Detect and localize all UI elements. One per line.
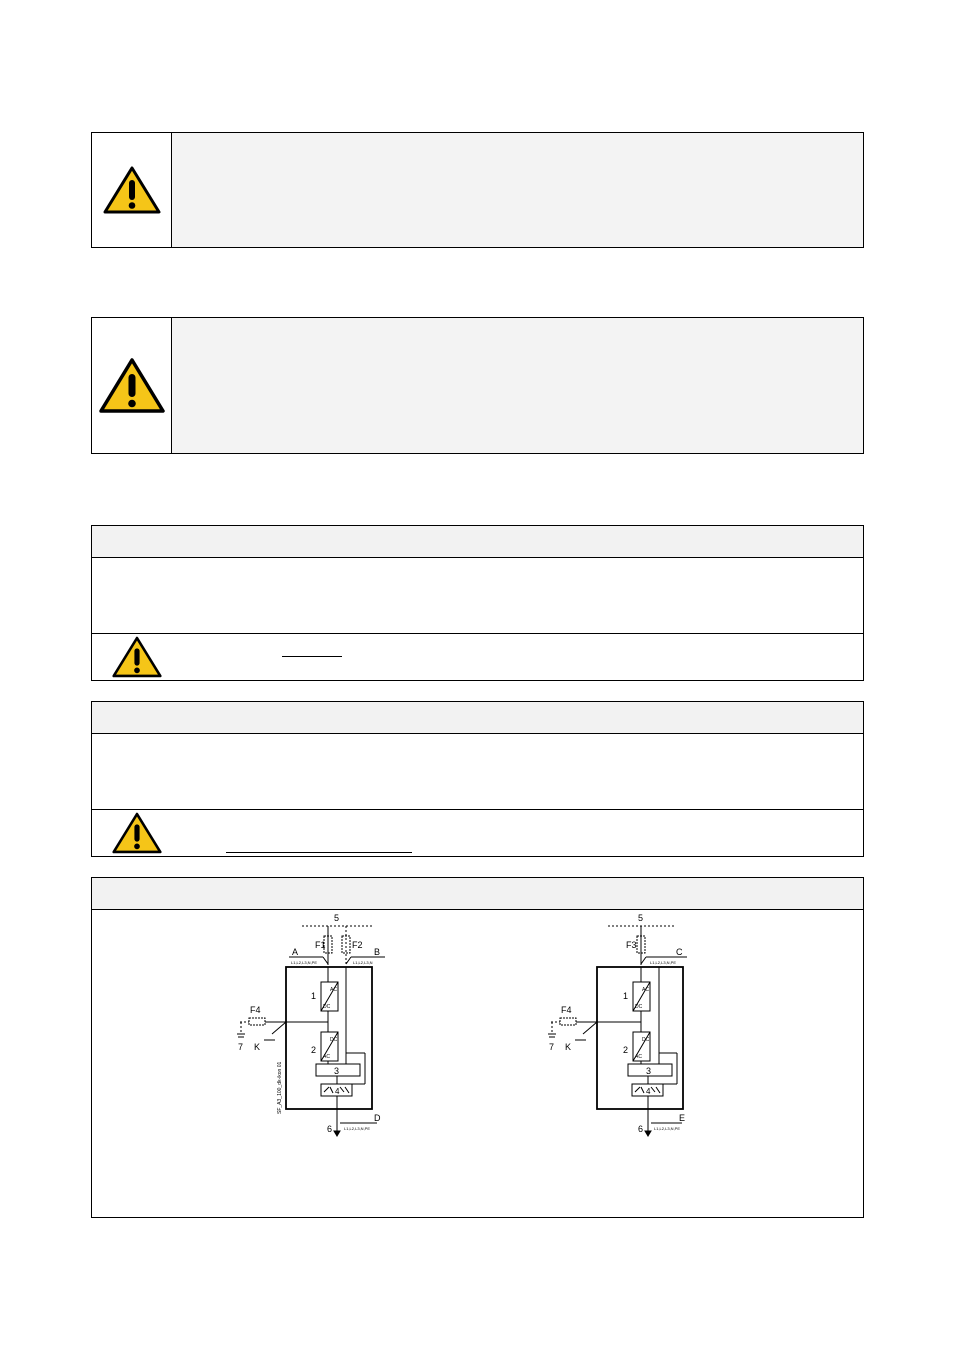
label-output-d: D (374, 1113, 381, 1123)
label-ac: AC (635, 1054, 642, 1060)
label-input-b: B (374, 947, 381, 957)
warning-triangle-icon (103, 165, 161, 215)
figure-code: SF_A3_100_dk-ikon 01 (277, 1061, 283, 1114)
section-header (92, 702, 863, 734)
label-dc: DC (635, 1004, 643, 1010)
label-block-2: 2 (623, 1045, 629, 1055)
warning-box-1 (91, 132, 864, 248)
warning-triangle-icon (112, 811, 162, 855)
note-row (92, 809, 863, 856)
ups-diagram-left (227, 910, 487, 1140)
label-rating-a: L1,L2,L3,N,PE (291, 960, 318, 965)
label-ac: AC (323, 1054, 330, 1060)
section-box-1 (91, 525, 864, 681)
label-mains: 5 (334, 913, 340, 923)
diagram-box (91, 877, 864, 1218)
label-dc: DC (323, 1004, 331, 1010)
label-load-6: 6 (327, 1124, 333, 1134)
section-header (92, 878, 863, 910)
label-block-1: 1 (311, 991, 317, 1001)
warning-triangle-icon (98, 357, 166, 415)
ups-diagram-right (542, 910, 802, 1140)
label-dc: DC (642, 1037, 650, 1043)
underline-mark (226, 852, 412, 853)
label-block-4: 4 (646, 1087, 651, 1096)
label-mains: 5 (638, 913, 644, 923)
label-fuse-f3: F3 (626, 940, 637, 950)
label-fuse-f4: F4 (561, 1005, 572, 1015)
label-rating-out: L1,L2,L3,N,PE (654, 1126, 681, 1131)
label-input-a: A (292, 947, 299, 957)
label-fuse-f4: F4 (250, 1005, 261, 1015)
warning-text-area (172, 318, 863, 453)
label-block-1: 1 (623, 991, 629, 1001)
warning-icon-cell (92, 318, 172, 453)
label-dc: DC (330, 1037, 338, 1043)
label-rating-c: L1,L2,L3,N,PE (650, 960, 677, 965)
warning-text-area (172, 133, 863, 247)
label-ac: AC (330, 987, 337, 993)
warning-box-2 (91, 317, 864, 454)
warning-triangle-icon (112, 635, 162, 679)
section-header (92, 526, 863, 558)
label-ground-7: 7 (549, 1042, 555, 1052)
label-block-3: 3 (334, 1066, 340, 1076)
label-ground-7: 7 (238, 1042, 244, 1052)
label-input-c: C (676, 947, 683, 957)
label-load-6: 6 (638, 1124, 644, 1134)
label-rating-b: L1,L2,L3,N (353, 960, 373, 965)
label-rating-out: L1,L2,L3,N,PE (344, 1126, 371, 1131)
label-block-3: 3 (646, 1066, 652, 1076)
underline-mark (282, 656, 342, 657)
label-block-4: 4 (335, 1087, 340, 1096)
note-row (92, 633, 863, 680)
label-output-e: E (679, 1113, 686, 1123)
label-contact-k: K (565, 1042, 572, 1052)
label-fuse-f1: F1 (315, 940, 326, 950)
section-box-2 (91, 701, 864, 857)
label-block-2: 2 (311, 1045, 317, 1055)
warning-icon-cell (92, 133, 172, 247)
label-contact-k: K (254, 1042, 261, 1052)
label-fuse-f2: F2 (352, 940, 363, 950)
label-ac: AC (642, 987, 649, 993)
